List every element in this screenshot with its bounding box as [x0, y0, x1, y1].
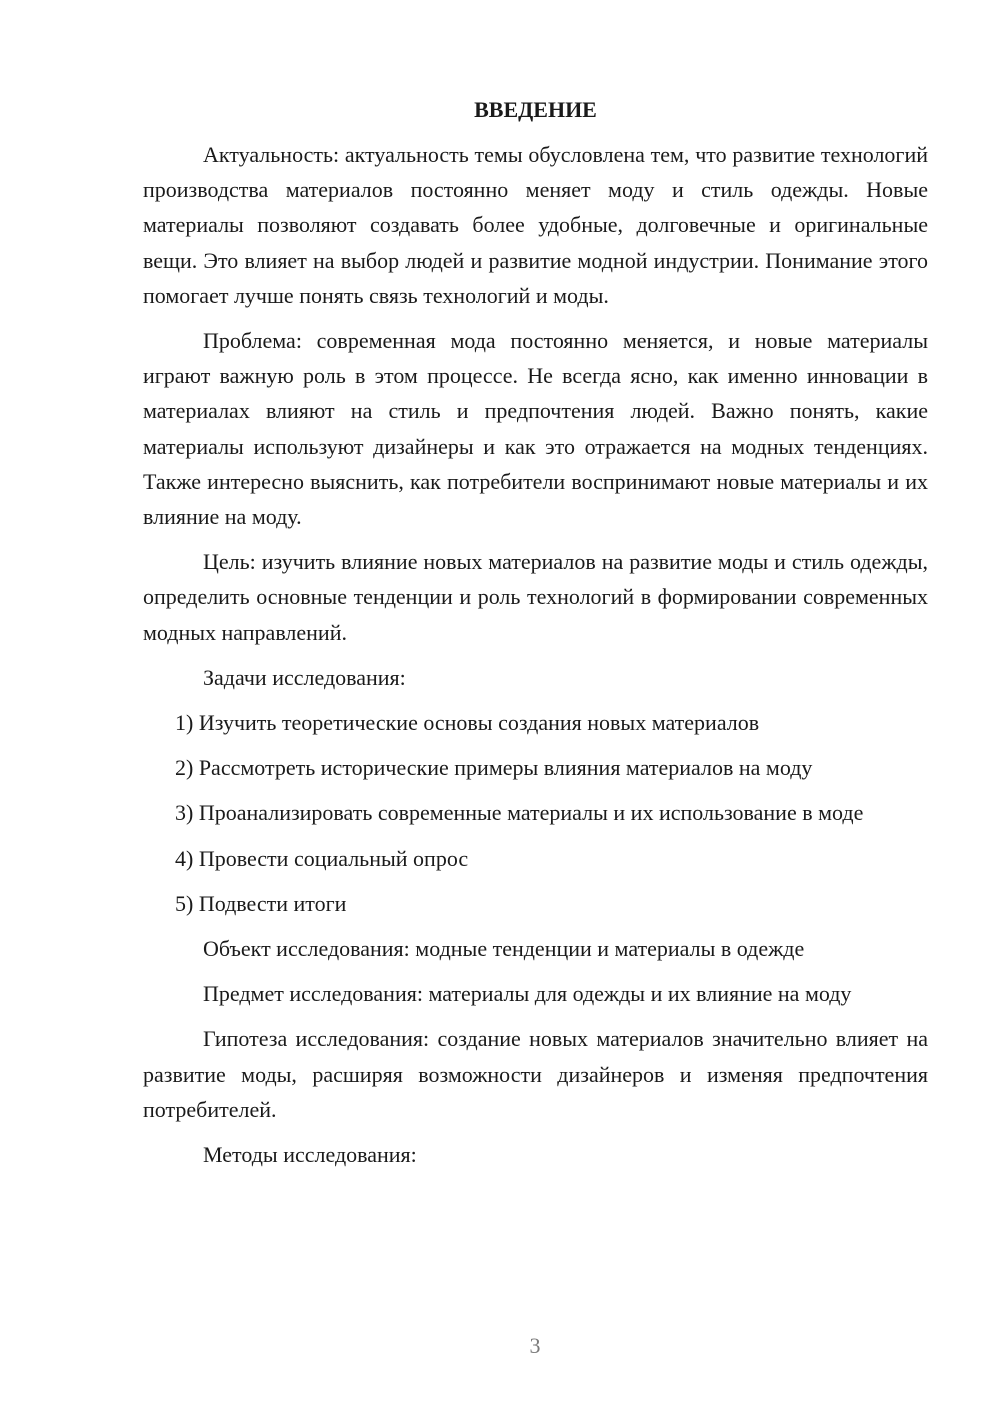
tasks-title: Задачи исследования:: [203, 664, 406, 690]
problem-paragraph: Проблема: современная мода постоянно меняется, и новые материалы играют важную роль в этом процессе. Не всегда ясно, как именно инновации в материалах влияют на стиль и предпочтения людей. Важно понять, какие материалы используют дизайнеры и как это отражается на модных тенденциях. Также интересно выяснить, как потребители воспринимают новые материалы и их влияние на моду.: [143, 328, 928, 530]
page-number: 3: [529, 1333, 541, 1358]
subject-paragraph: Предмет исследования: материалы для одежды и их влияние на моду: [203, 981, 852, 1007]
document-page: [143, 92, 928, 1182]
task-item-5: 5) Подвести итоги: [175, 890, 347, 916]
task-item-3: 3) Проанализировать современные материалы и их использование в моде: [175, 800, 864, 826]
goal-paragraph: Цель: изучить влияние новых материалов на развитие моды и стиль одежды, определить основные тенденции и роль технологий в формировании современных модных направлений.: [143, 549, 928, 645]
methods-title: Методы исследования:: [203, 1142, 417, 1168]
task-item-2: 2) Рассмотреть исторические примеры влияния материалов на моду: [175, 755, 813, 781]
relevance-paragraph: Актуальность: актуальность темы обусловлена тем, что развитие технологий производства материалов постоянно меняет моду и стиль одежды. Новые материалы позволяют создавать более удобные, долговечные и оригинальные вещи. Это влияет на выбор людей и развитие модной индустрии. Понимание этого помогает лучше понять связь технологий и моды.: [143, 142, 928, 308]
task-item-4: 4) Провести социальный опрос: [175, 845, 469, 871]
object-paragraph: Объект исследования: модные тенденции и материалы в одежде: [203, 936, 805, 962]
task-item-1: 1) Изучить теоретические основы создания новых материалов: [175, 710, 760, 736]
section-heading: ВВЕДЕНИЕ: [474, 97, 597, 122]
hypothesis-paragraph: Гипотеза исследования: создание новых материалов значительно влияет на развитие моды, расширяя возможности дизайнеров и изменяя предпочтения потребителей.: [143, 1026, 928, 1122]
